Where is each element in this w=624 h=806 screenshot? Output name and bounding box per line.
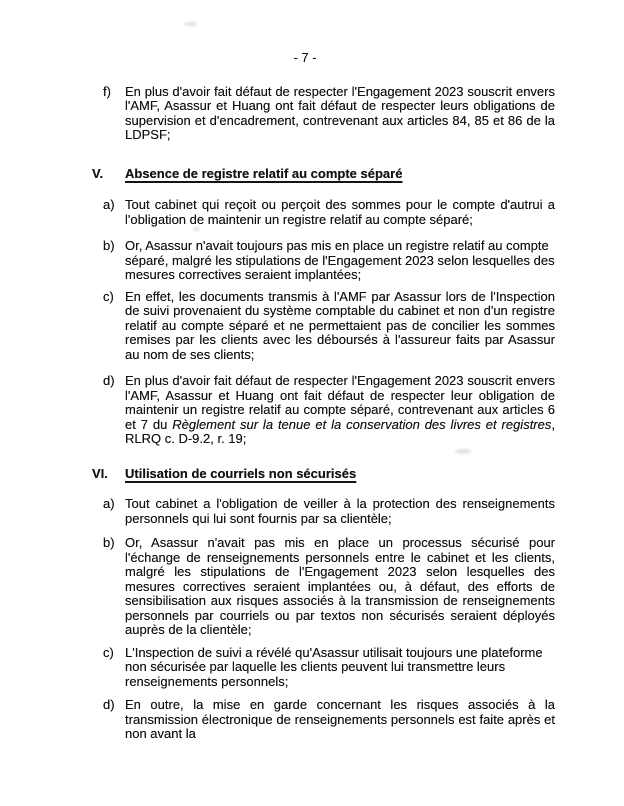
list-item-text-end: , RLRQ c. D-9.2, r. 19;	[125, 416, 555, 446]
list-item-label: b)	[103, 238, 115, 253]
section-numeral: V.	[92, 165, 104, 181]
list-item-text: En outre, la mise en garde concernant les risques associés à la transmission électronique de renseignements personnels est faite après et non avant la	[125, 697, 555, 741]
list-item-text: En effet, les documents transmis à l'AMF par Asassur lors de l'Inspection de suivi provenaient du système comptable du cabinet et non d'un registre relatif au compte séparé et ne permettaient pas de concilier les sommes remises par les clients avec les déboursés à l'assureur faits par Asassur au nom de ses clients;	[125, 288, 555, 362]
scan-artifact	[193, 227, 200, 231]
page-header	[0, 51, 610, 66]
list-item-label: f)	[103, 83, 111, 99]
list-item-text: L'Inspection de suivi a révélé qu'Asassur utilisait toujours une plateforme non sécurisée par laquelle les clients peuvent lui transmettre leurs renseignements personnels;	[125, 644, 543, 689]
list-item	[103, 698, 624, 742]
list-item	[103, 497, 624, 526]
regulation-title-italic: Règlement sur la tenue et la conservation des livres et registres	[172, 416, 552, 432]
list-item-label: b)	[103, 535, 115, 550]
list-item-label: a)	[103, 197, 115, 212]
list-item	[103, 290, 624, 363]
list-item-text: Or, Asassur n'avait pas mis en place un processus sécurisé pour l'échange de renseignements personnels entre le cabinet et les clients, malgré les stipulations de l'Engagement 2023 selon lesquelles des mesures correctives seraient implantées ou, à défaut, des efforts de sensibilisation aux risques associés à la transmission de renseignements personnels par courriels ou par textos non sécurisés seraient déployés auprès de la clientèle;	[125, 535, 555, 637]
list-item-label: c)	[103, 288, 114, 304]
list-item-text-start: En plus d'avoir fait défaut de respecter l'Engagement 2023 souscrit envers l'AMF, Asassur et Huang ont fait défaut de respecter leur obligation de maintenir un registre relatif au compte séparé, contrevenant aux articles 6 et 7 du	[125, 373, 555, 432]
list-item-text: Tout cabinet a l'obligation de veiller à la protection des renseignements personnels qui lui sont fournis par sa clientèle;	[125, 496, 555, 526]
section-heading	[92, 167, 624, 182]
list-item-label: d)	[103, 697, 115, 712]
list-item-text: Or, Asassur n'avait toujours pas mis en place un registre relatif au compte séparé, malgré les stipulations de l'Engagement 2023 selon lesquelles des mesures correctives seraient implantées;	[125, 238, 555, 282]
section-heading	[92, 467, 624, 482]
list-item-text	[125, 374, 555, 447]
list-item-label: c)	[103, 644, 114, 660]
scan-artifact	[184, 22, 198, 26]
list-item-text: En plus d'avoir fait défaut de respecter l'Engagement 2023 souscrit envers l'AMF, Asassur et Huang ont fait défaut de respecter leurs obligations de supervision et d'encadrement, contrevenant aux articles 84, 85 et 86 de la LDPSF;	[125, 83, 555, 142]
list-item-text: Tout cabinet qui reçoit ou perçoit des sommes pour le compte d'autrui a l'obligation de maintenir un registre relatif au compte séparé;	[125, 197, 555, 227]
list-item	[103, 85, 624, 143]
scan-artifact	[455, 449, 471, 454]
list-item	[103, 374, 624, 447]
section-title: Absence de registre relatif au compte séparé	[125, 165, 403, 181]
page-number: - 7 -	[293, 50, 317, 65]
list-item	[103, 239, 624, 283]
section-title: Utilisation de courriels non sécurisés	[125, 465, 357, 481]
list-item	[103, 646, 624, 690]
list-item	[103, 536, 624, 638]
section-numeral: VI.	[92, 465, 108, 481]
list-item-label: a)	[103, 496, 115, 511]
list-item-label: d)	[103, 373, 115, 388]
list-item	[103, 198, 624, 227]
